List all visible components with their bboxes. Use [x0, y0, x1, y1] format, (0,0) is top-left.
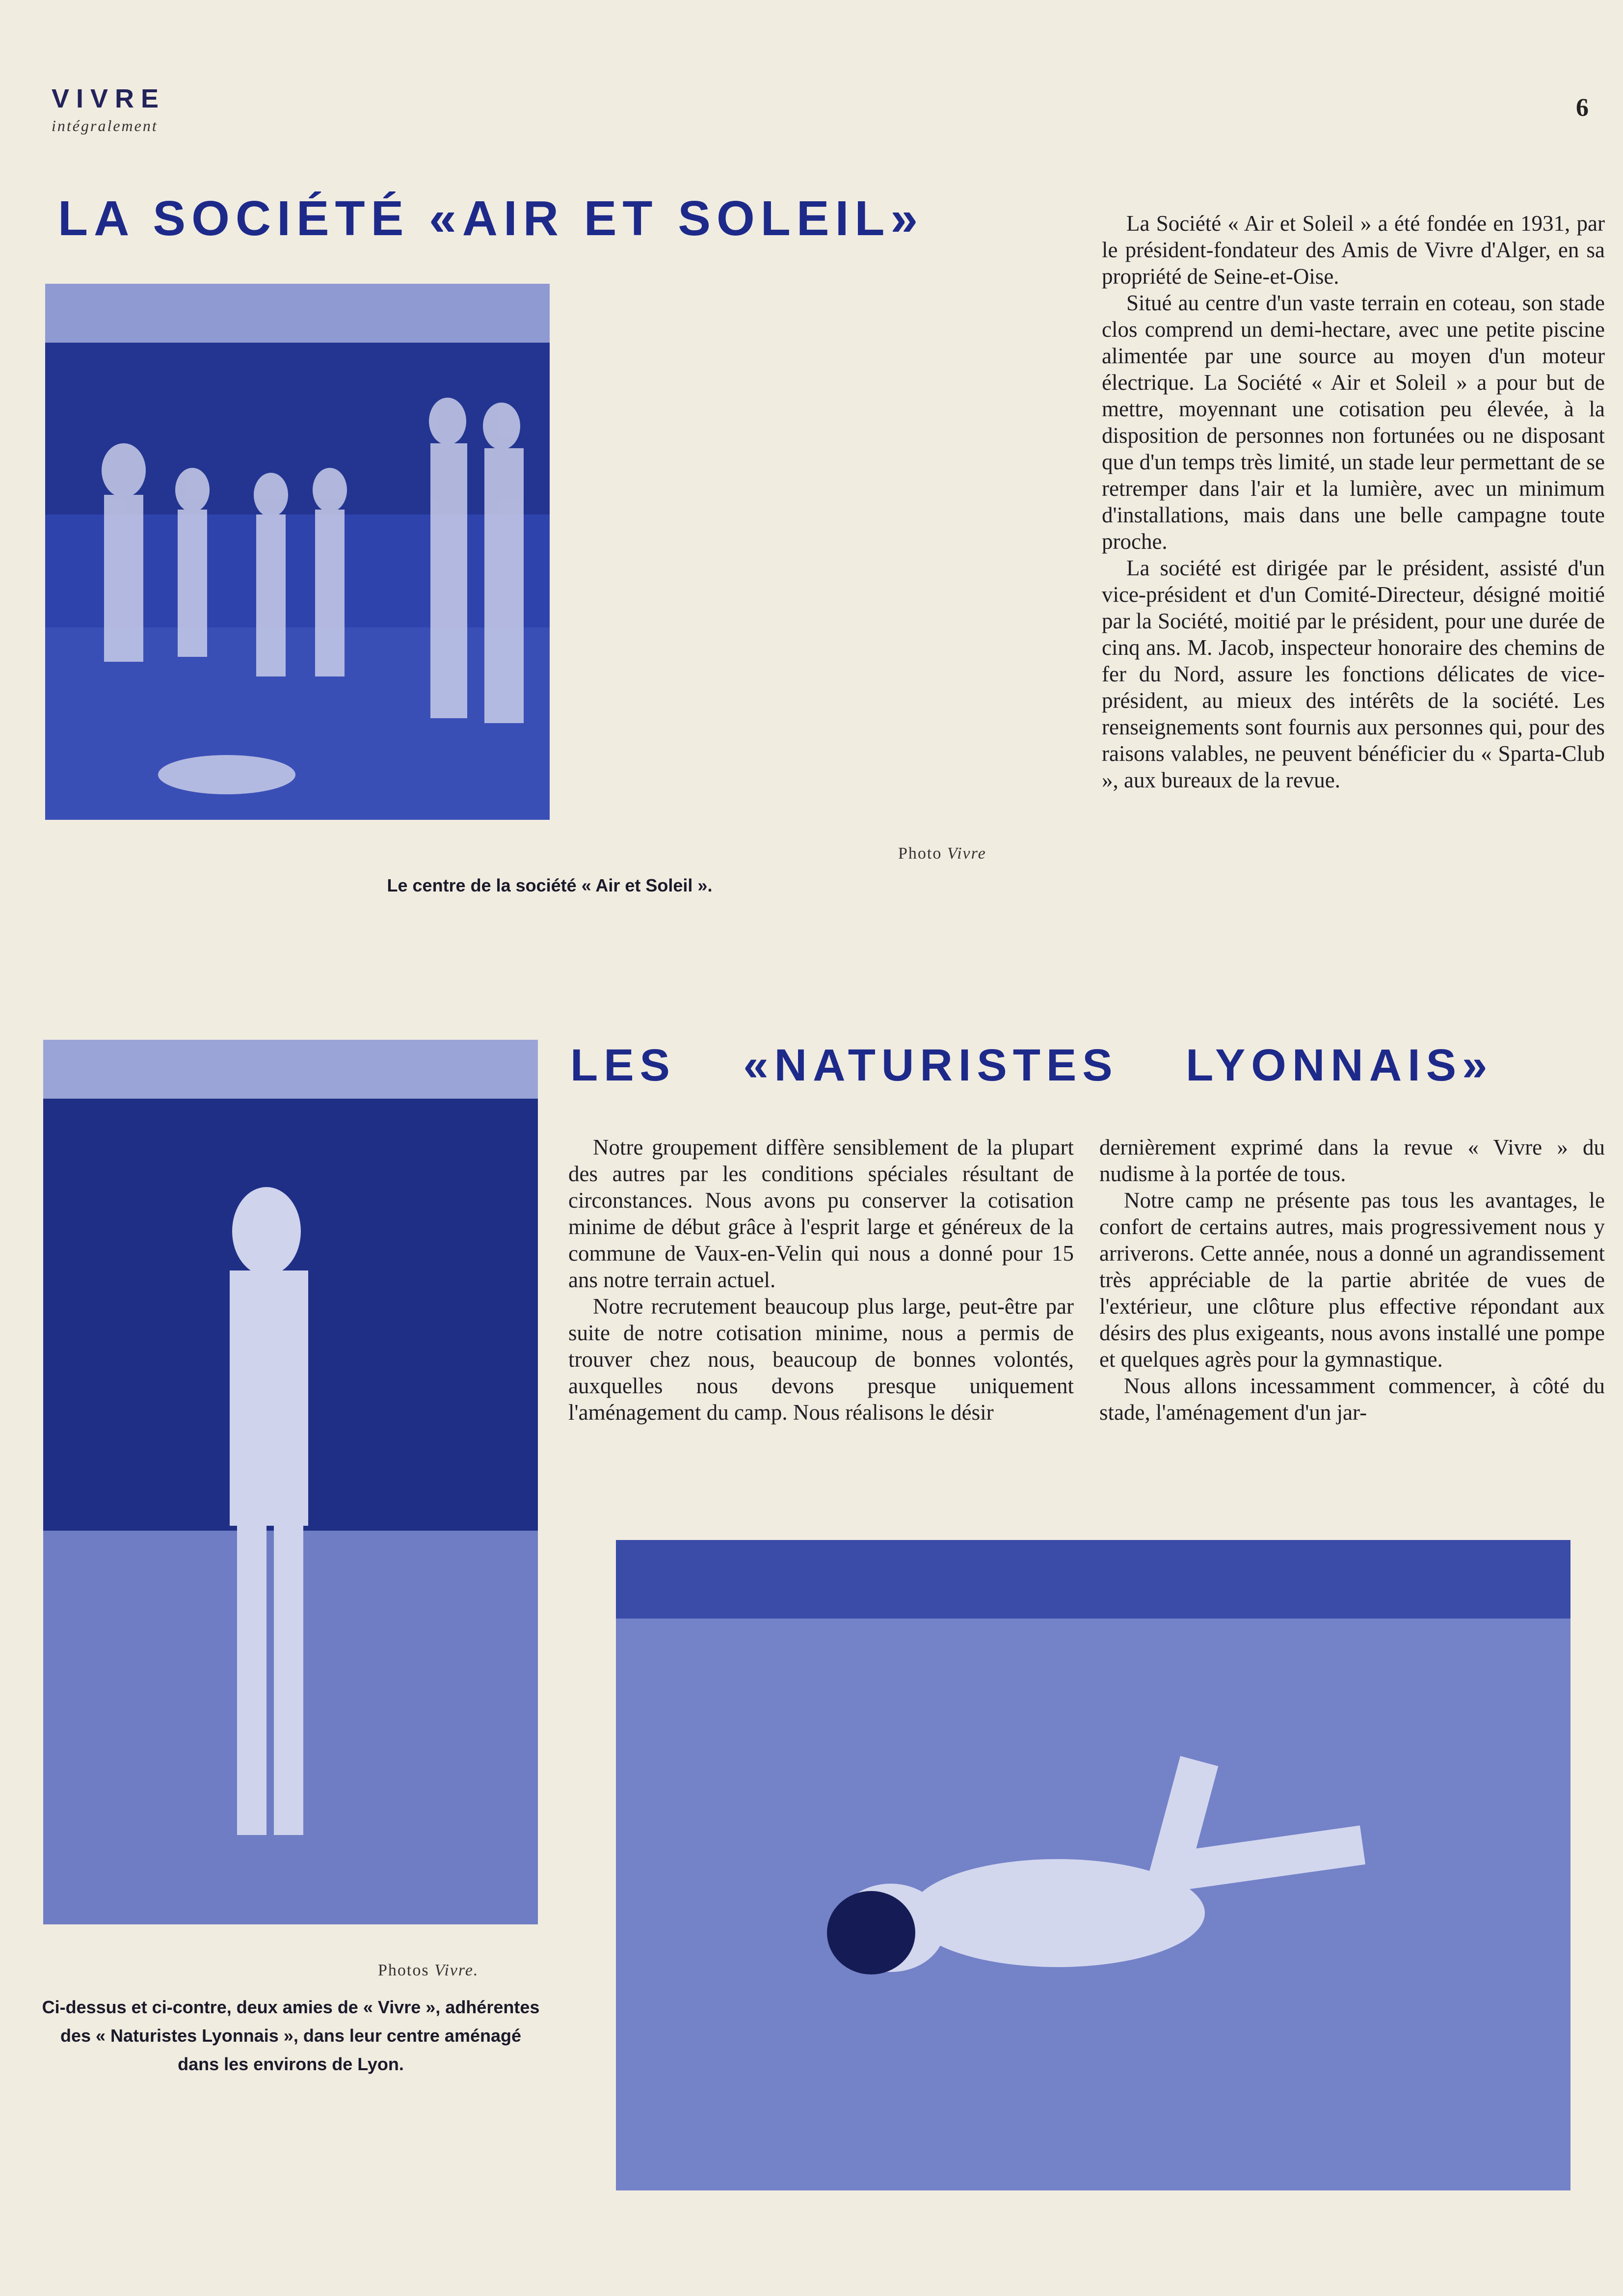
section1-paragraph: Situé au centre d'un vaste terrain en coteau, son stade clos comprend un demi-hectare, avec une petite piscine alimentée par une source au moyen d'un moteur électrique. La Société « Air et Soleil » a pour but de mettre, moyennant une cotisation peu élevée, à la disposition de personnes non fortunées ou ne disposant que d'un temps très limité, un stade leur permettant de se retremper dans l'air et la lumière, avec un minimum d'installations, mais dans une belle campagne toute proche. — [1102, 291, 1605, 554]
section2-paragraph: Notre groupement diffère sensiblement de la plupart des autres par les conditions spéciales résultant de circonstances. Nous avons pu conserver la cotisation minime de début grâce à l'esprit large et généreux de la commune de Vaux-en-Velin qui nous a donné pour 15 ans notre terrain actuel. — [568, 1135, 1074, 1292]
section2-column-2 — [1099, 1134, 1605, 1426]
credit-name: Vivre — [947, 844, 986, 863]
reclining-woman-photo — [616, 1540, 1570, 2190]
credit-prefix: Photo — [898, 844, 942, 863]
masthead-subtitle: intégralement — [52, 117, 158, 135]
section2-photo-credit — [378, 1961, 479, 1980]
credit-name: Vivre. — [434, 1961, 479, 1979]
section1-paragraph: La société est dirigée par le président, assisté d'un vice-président et d'un Comité-Directeur, désigné moitié par la Société, moitié par le président, pour une durée de cinq ans. M. Jacob, inspecteur honoraire des chemins de fer du Nord, assure les fonctions délicates de vice-président, au mieux des intérêts de la société. Les renseignements sont fournis aux personnes qui, pour des raisons valables, ne peuvent bénéficier du « Sparta-Club », aux bureaux de la revue. — [1102, 556, 1605, 792]
credit-prefix: Photos — [378, 1961, 429, 1979]
standing-woman-photo — [43, 1040, 538, 1924]
section2-paragraph: Notre recrutement beaucoup plus large, peut-être par suite de notre cotisation minime, nous a permis de trouver chez nous, beaucoup de bonnes volontés, auxquelles nous devons presque uniquement l'aménagement du camp. Nous réalisons le désir — [568, 1294, 1074, 1425]
section1-caption: Le centre de la société « Air et Soleil ». — [387, 875, 713, 895]
group-photo — [45, 284, 550, 820]
section1-paragraph: La Société « Air et Soleil » a été fondée en 1931, par le président-fondateur des Amis de Vivre d'Alger, en sa propriété de Seine-et-Oise. — [1102, 211, 1605, 289]
section1-heading: LA SOCIÉTÉ «AIR ET SOLEIL» — [58, 191, 924, 246]
section1-article — [1102, 210, 1605, 793]
section2-column-1 — [568, 1134, 1074, 1426]
section1-photo-credit — [898, 844, 986, 863]
masthead-title: VIVRE — [52, 84, 166, 113]
section2-caption: Ci-dessus et ci-contre, deux amies de « Vivre », adhérentes des « Naturistes Lyonnais », dans leur centre aménagé dans les environs de Lyon. — [42, 1997, 540, 2074]
section2-heading: LES «NATURISTES LYONNAIS» — [570, 1040, 1493, 1090]
section2-paragraph: Nous allons incessamment commencer, à côté du stade, l'aménagement d'un jar- — [1099, 1374, 1605, 1425]
page-number: 6 — [1576, 94, 1589, 122]
section2-paragraph: dernièrement exprimé dans la revue « Vivre » du nudisme à la portée de tous. — [1099, 1135, 1605, 1186]
section2-paragraph: Notre camp ne présente pas tous les avantages, le confort de certains autres, mais progressivement nous y arriverons. Cette année, nous a donné un agrandissement très appréciable de la partie abritée de vues de l'extérieur, une clôture plus effective répondant aux désirs des plus exigeants, nous avons installé une pompe et quelques agrès pour la gymnastique. — [1099, 1188, 1605, 1372]
